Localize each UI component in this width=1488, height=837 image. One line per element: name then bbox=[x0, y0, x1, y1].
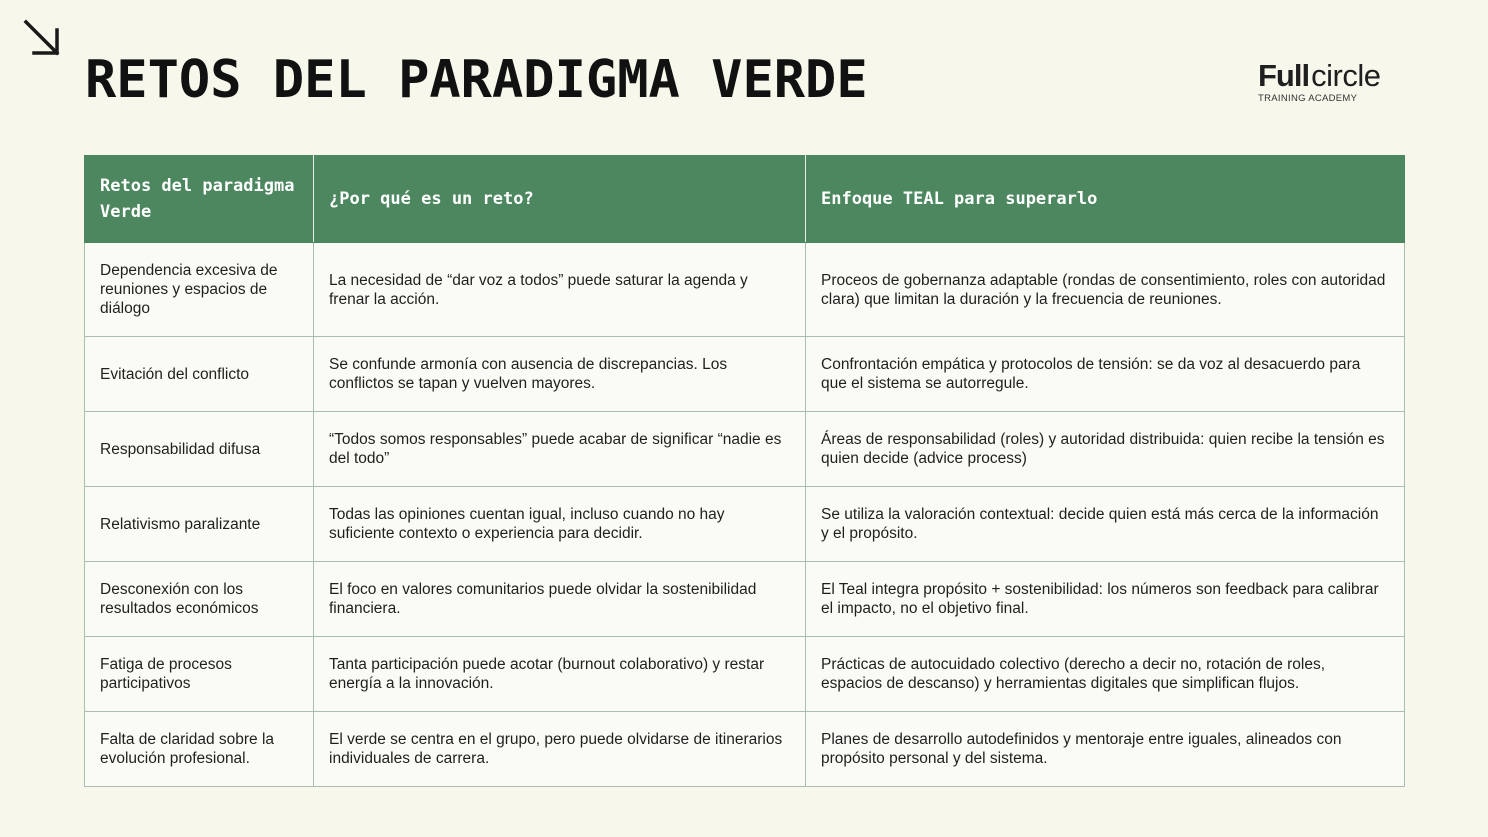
header-why: ¿Por qué es un reto? bbox=[314, 156, 806, 243]
why-cell: “Todos somos responsables” puede acabar de significar “nadie es del todo” bbox=[314, 412, 806, 487]
header-teal-approach: Enfoque TEAL para superarlo bbox=[806, 156, 1405, 243]
approach-cell: Se utiliza la valoración contextual: decide quien está más cerca de la información y el propósito. bbox=[806, 487, 1405, 562]
page-title: RETOS DEL PARADIGMA VERDE bbox=[85, 50, 868, 110]
table-row bbox=[85, 243, 1405, 337]
approach-cell: Proceos de gobernanza adaptable (rondas de consentimiento, roles con autoridad clara) que limitan la duración y la frecuencia de reuniones. bbox=[806, 243, 1405, 337]
approach-cell: Planes de desarrollo autodefinidos y mentoraje entre iguales, alineados con propósito personal y del sistema. bbox=[806, 712, 1405, 787]
challenge-cell: Falta de claridad sobre la evolución profesional. bbox=[85, 712, 314, 787]
why-cell: La necesidad de “dar voz a todos” puede saturar la agenda y frenar la acción. bbox=[314, 243, 806, 337]
why-cell: Se confunde armonía con ausencia de discrepancias. Los conflictos se tapan y vuelven mayores. bbox=[314, 337, 806, 412]
header-challenges: Retos del paradigma Verde bbox=[85, 156, 314, 243]
challenge-cell: Responsabilidad difusa bbox=[85, 412, 314, 487]
why-cell: El foco en valores comunitarios puede olvidar la sostenibilidad financiera. bbox=[314, 562, 806, 637]
challenges-table bbox=[84, 155, 1405, 787]
approach-cell: Áreas de responsabilidad (roles) y autoridad distribuida: quien recibe la tensión es quien decide (advice process) bbox=[806, 412, 1405, 487]
table-row bbox=[85, 637, 1405, 712]
company-logo bbox=[1258, 60, 1408, 104]
table-row bbox=[85, 487, 1405, 562]
challenge-cell: Desconexión con los resultados económicos bbox=[85, 562, 314, 637]
table-row bbox=[85, 712, 1405, 787]
approach-cell: Confrontación empática y protocolos de tensión: se da voz al desacuerdo para que el sistema se autorregule. bbox=[806, 337, 1405, 412]
why-cell: El verde se centra en el grupo, pero puede olvidarse de itinerarios individuales de carrera. bbox=[314, 712, 806, 787]
challenge-cell: Dependencia excesiva de reuniones y espacios de diálogo bbox=[85, 243, 314, 337]
logo-wordmark-bold: Full bbox=[1258, 58, 1310, 93]
logo-wordmark-light: circle bbox=[1311, 58, 1381, 93]
challenge-cell: Fatiga de procesos participativos bbox=[85, 637, 314, 712]
arrow-down-right-icon bbox=[22, 18, 62, 58]
why-cell: Todas las opiniones cuentan igual, incluso cuando no hay suficiente contexto o experiencia para decidir. bbox=[314, 487, 806, 562]
approach-cell: El Teal integra propósito + sostenibilidad: los números son feedback para calibrar el impacto, no el objetivo final. bbox=[806, 562, 1405, 637]
challenge-cell: Relativismo paralizante bbox=[85, 487, 314, 562]
why-cell: Tanta participación puede acotar (burnout colaborativo) y restar energía a la innovación. bbox=[314, 637, 806, 712]
logo-subtitle: TRAINING ACADEMY bbox=[1258, 93, 1358, 104]
table-row bbox=[85, 562, 1405, 637]
table-row bbox=[85, 337, 1405, 412]
table-header-row bbox=[85, 156, 1405, 243]
challenge-cell: Evitación del conflicto bbox=[85, 337, 314, 412]
table-row bbox=[85, 412, 1405, 487]
approach-cell: Prácticas de autocuidado colectivo (derecho a decir no, rotación de roles, espacios de descanso) y herramientas digitales que simplifican flujos. bbox=[806, 637, 1405, 712]
